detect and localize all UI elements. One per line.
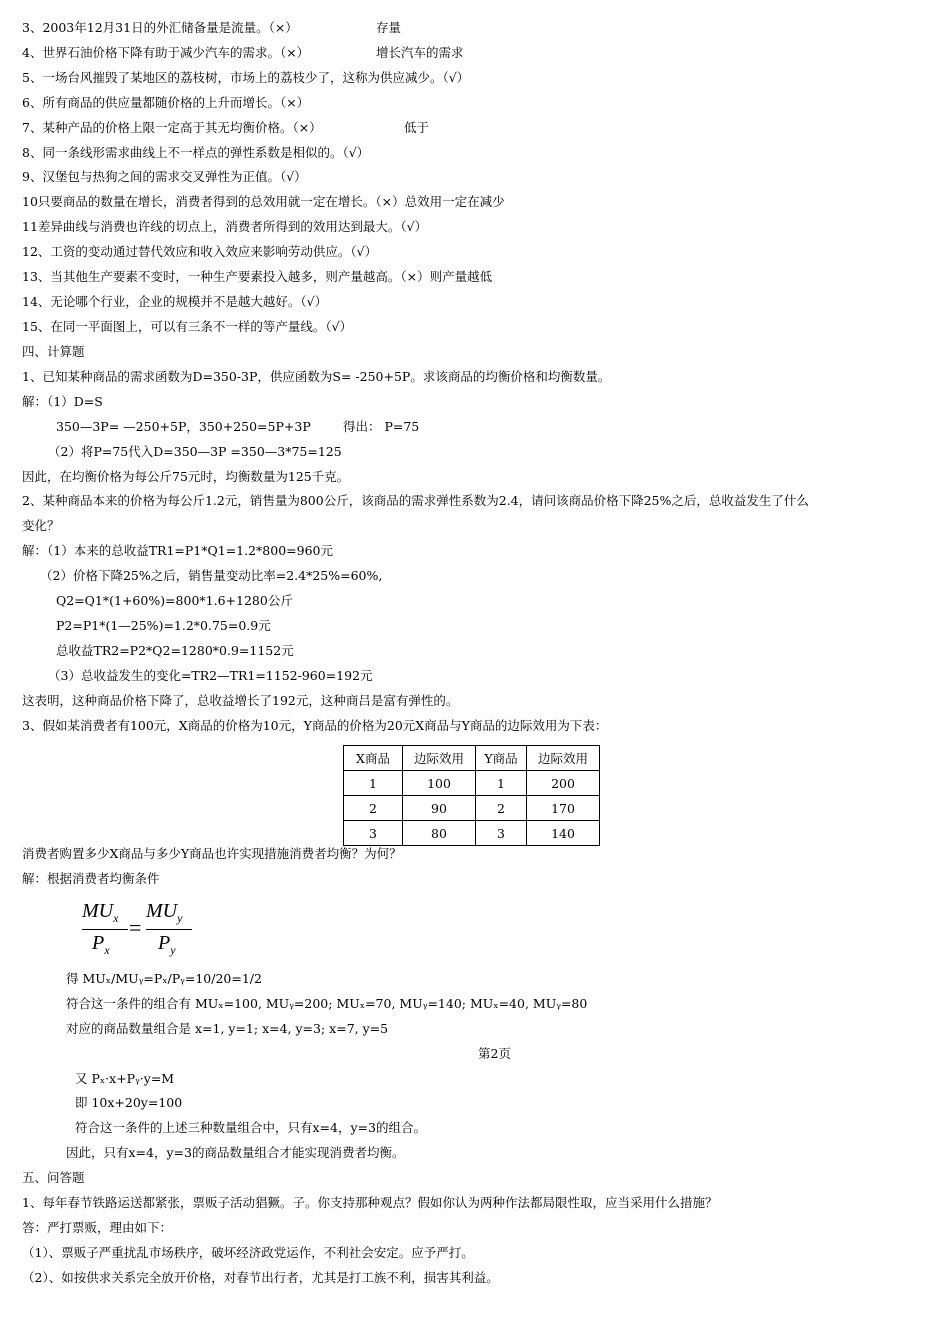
text-line-content: 5、一场台风摧毁了某地区的荔枝树，市场上的荔枝少了，这称为供应减少。（√）	[22, 70, 470, 85]
text-line	[22, 492, 809, 510]
text-line	[48, 667, 373, 685]
text-line	[22, 343, 85, 361]
text-line	[22, 19, 298, 37]
text-line-content: 答：严打票贩，理由如下：	[22, 1220, 173, 1235]
formula-left-denominator: $P_x$	[92, 932, 110, 957]
text-line	[22, 268, 492, 286]
text-line-content: 对应的商品数量组合是 x=1, y=1; x=4, y=3; x=7, y=5	[66, 1021, 389, 1036]
formula-right-numerator: $MU_y$	[146, 900, 183, 925]
text-line	[22, 845, 402, 863]
text-line	[22, 468, 349, 486]
text-line-content: 五、问答题	[22, 1170, 85, 1185]
table-row	[344, 771, 600, 796]
text-line	[22, 517, 60, 535]
text-line-content: Q2=Q1*(1+60%)=800*1.6+1280公斤	[56, 593, 293, 608]
text-line-content: P2=P1*(1—25%)=1.2*0.75=0.9元	[56, 618, 271, 633]
text-line	[22, 1244, 474, 1262]
text-line-content: 11差异曲线与消费也许线的切点上，消费者所得到的效用达到最大。（√）	[22, 219, 428, 234]
text-line	[22, 218, 427, 236]
text-line	[66, 1020, 388, 1038]
table-header-cell: 边际效用	[403, 746, 476, 771]
text-line	[66, 1144, 404, 1162]
text-line-content: 又 Pₓ·x+Pᵧ·y=M	[75, 1071, 175, 1086]
text-line	[22, 144, 369, 162]
text-line	[22, 119, 322, 137]
text-line	[56, 418, 311, 436]
text-line-content: （2）将P=75代入D=350—3P =350—3*75=125	[48, 444, 342, 459]
text-line-content: 即 10x+20y=100	[75, 1095, 183, 1110]
text-line-content: 350—3P= —250+5P，350+250=5P+3P	[56, 419, 311, 434]
text-line-content: 10只要商品的数量在增长，消费者得到的总效用就一定在增长。（×）总效用一定在减少	[22, 194, 505, 209]
table-cell: 170	[527, 796, 600, 821]
table-cell: 1	[476, 771, 527, 796]
text-line-annotation: 得出： P=75	[343, 419, 420, 434]
text-line	[22, 44, 309, 62]
text-line-content: 得 MUₓ/MUᵧ=Pₓ/Pᵧ=10/20=1/2	[66, 971, 262, 986]
text-line-content: （1）、票贩子严重扰乱市场秩序，破坏经济政党运作，不利社会安定。应予严打。	[22, 1245, 474, 1260]
text-line-content: 消费者购置多少X商品与多少Y商品也许实现措施消费者均衡？为何？	[22, 846, 402, 861]
text-line	[22, 94, 309, 112]
table-header-cell: 边际效用	[527, 746, 600, 771]
text-line	[22, 1269, 499, 1287]
text-line	[22, 193, 505, 211]
text-line	[22, 542, 333, 560]
text-line-content: 3、2003年12月31日的外汇储备量是流量。（×）	[22, 20, 298, 35]
text-line-content: 因此，在均衡价格为每公斤75元时，均衡数量为125千克。	[22, 469, 350, 484]
text-line	[22, 717, 607, 735]
text-line	[66, 970, 262, 988]
text-line-content: （3）总收益发生的变化=TR2—TR1=1152-960=192元	[48, 668, 373, 683]
text-line	[48, 443, 342, 461]
text-line	[75, 1070, 174, 1088]
text-line-content: 符合这一条件的组合有 MUₓ=100, MUᵧ=200; MUₓ=70, MUᵧ=140; MUₓ=40, MUᵧ=80	[66, 996, 588, 1011]
text-line	[22, 1194, 717, 1212]
text-line	[22, 692, 458, 710]
text-line	[22, 318, 352, 336]
fraction-bar	[146, 929, 192, 930]
table-cell: 3	[344, 821, 403, 846]
text-line-content: 四、计算题	[22, 344, 85, 359]
text-line-content: 9、汉堡包与热狗之间的需求交叉弹性为正值。（√）	[22, 169, 307, 184]
table-cell: 200	[527, 771, 600, 796]
text-line-content: 变化？	[22, 518, 60, 533]
text-line	[40, 567, 382, 585]
text-line-content: 解：（1）本来的总收益TR1=P1*Q1=1.2*800=960元	[22, 543, 333, 558]
text-line	[22, 368, 610, 386]
text-line-content: （2）价格下降25%之后，销售量变动比率=2.4*25%=60%,	[40, 568, 383, 583]
formula-equals: =	[129, 915, 142, 940]
table-row	[344, 821, 600, 846]
formula-left-numerator: $MU_x$	[82, 900, 119, 925]
table-row	[344, 796, 600, 821]
text-line	[22, 293, 327, 311]
text-line-content: 14、无论哪个行业，企业的规模并不是越大越好。（√）	[22, 294, 328, 309]
text-line-content: 第2页	[478, 1046, 511, 1061]
text-line-content: 符合这一条件的上述三种数量组合中，只有x=4，y=3的组合。	[75, 1120, 426, 1135]
text-line	[66, 995, 587, 1013]
table-cell: 90	[403, 796, 476, 821]
text-line-content: 4、世界石油价格下降有助于减少汽车的需求。（×）	[22, 45, 310, 60]
text-line	[22, 243, 377, 261]
table-cell: 80	[403, 821, 476, 846]
fraction-bar	[82, 929, 128, 930]
formula-right-denominator: $P_y$	[158, 932, 176, 957]
text-line-content: 解：（1）D=S	[22, 394, 103, 409]
table-cell: 1	[344, 771, 403, 796]
table-cell: 140	[527, 821, 600, 846]
text-line	[22, 69, 469, 87]
text-line-content: 6、所有商品的供应量都随价格的上升而增长。（×）	[22, 95, 310, 110]
table-cell: 100	[403, 771, 476, 796]
marginal-utility-table	[343, 745, 600, 846]
text-line-content: 12、工资的变动通过替代效应和收入效应来影响劳动供应。（√）	[22, 244, 378, 259]
text-line	[22, 1169, 85, 1187]
text-line	[22, 1219, 172, 1237]
text-line-content: 因此，只有x=4，y=3的商品数量组合才能实现消费者均衡。	[66, 1145, 405, 1160]
text-line-content: 2、某种商品本来的价格为每公斤1.2元，销售量为800公斤，该商品的需求弹性系数为2.4，请问该商品价格下降25%之后，总收益发生了什么	[22, 493, 809, 508]
table-cell: 3	[476, 821, 527, 846]
text-line-annotation: 低于	[404, 120, 430, 135]
table-cell: 2	[344, 796, 403, 821]
table-header-cell: X商品	[344, 746, 403, 771]
text-line	[22, 870, 160, 888]
text-line-content: 7、某种产品的价格上限一定高于其无均衡价格。（×）	[22, 120, 322, 135]
text-line-content: 这表明，这种商品价格下降了，总收益增长了192元，这种商吕是富有弹性的。	[22, 693, 459, 708]
text-line-content: 13、当其他生产要素不变时，一种生产要素投入越多，则产量越高。（×）则产量越低	[22, 269, 493, 284]
table-header-cell: Y商品	[476, 746, 527, 771]
text-line	[56, 642, 294, 660]
text-line	[478, 1045, 511, 1063]
text-line-content: 15、在同一平面图上，可以有三条不一样的等产量线。（√）	[22, 319, 353, 334]
text-line-annotation: 增长汽车的需求	[376, 45, 464, 60]
text-line-content: 1、每年春节铁路运送都紧张，票贩子活动猖獗。子。你支持那种观点？假如你认为两种作法都局限性取，应当采用什么措施？	[22, 1195, 718, 1210]
text-line-annotation: 存量	[376, 20, 402, 35]
text-line	[56, 617, 271, 635]
text-line	[22, 168, 307, 186]
text-line-content: （2）、如按供求关系完全放开价格，对春节出行者，尤其是打工族不利，损害其利益。	[22, 1270, 499, 1285]
text-line-content: 1、已知某种商品的需求函数为D=350-3P，供应函数为S= -250+5P。求该商品的均衡价格和均衡数量。	[22, 369, 611, 384]
table-cell: 2	[476, 796, 527, 821]
text-line-content: 3、假如某消费者有100元，X商品的价格为10元，Y商品的价格为20元X商品与Y商品的边际效用为下表：	[22, 718, 608, 733]
equilibrium-formula	[82, 898, 202, 968]
text-line-content: 总收益TR2=P2*Q2=1280*0.9=1152元	[56, 643, 294, 658]
text-line	[56, 592, 293, 610]
text-line	[22, 393, 103, 411]
text-line-content: 8、同一条线形需求曲线上不一样点的弹性系数是相似的。（√）	[22, 145, 370, 160]
text-line-content: 解：根据消费者均衡条件	[22, 871, 160, 886]
text-line	[75, 1094, 182, 1112]
text-line	[75, 1119, 426, 1137]
table-header-row	[344, 746, 600, 771]
